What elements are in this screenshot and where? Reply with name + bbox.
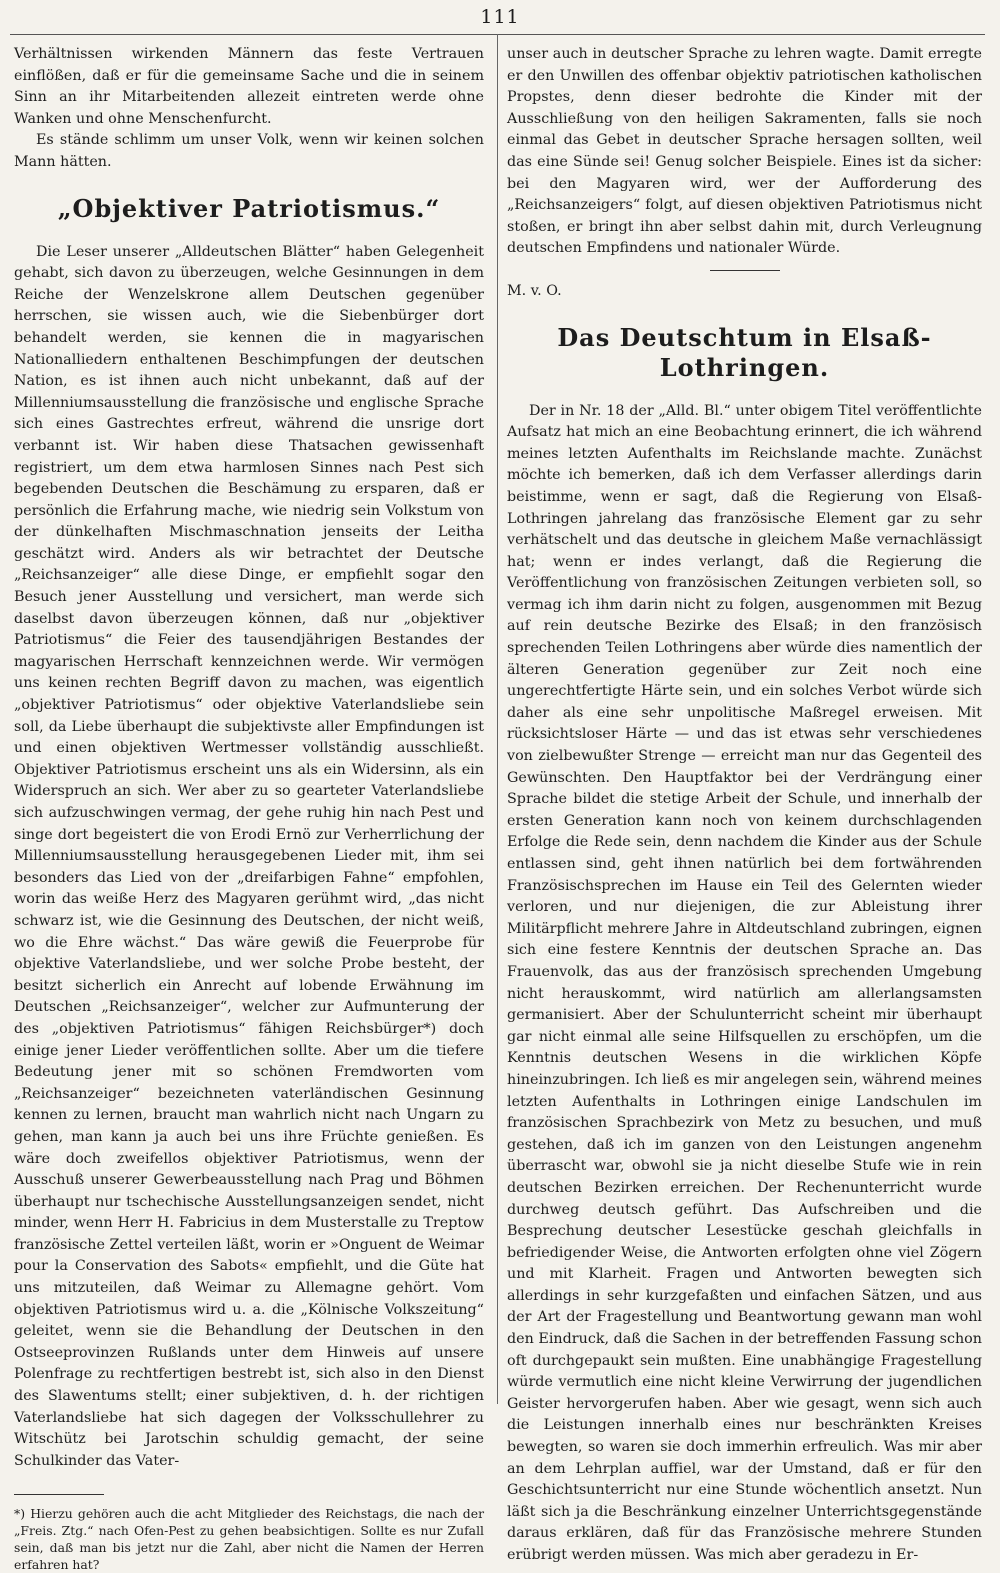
article-body-elsass: Der in Nr. 18 der „Alld. Bl.“ unter obigem Titel veröffentlichte Aufsatz hat mich an eine Beobachtung erinnert, die ich während meines letzten Aufenthalts im Reichslande machte. Zunächst möchte ich bemerken, daß ich dem Verfasser allerdings darin beistimme, wenn er sagt, daß die Regierung von Elsaß-Lothringen jahrelang das französische Element gar zu sehr verhätschelt und das deutsche in gleichem Maße vernachlässigt hat; wenn er indes verlangt, daß die Regierung die Veröffentlichung von französischen Zeitungen verbieten soll, so vermag ich ihm darin nicht zu folgen, ausgenommen mit Bezug auf rein deutsche Bezirke des Elsaß; in den französisch sprechenden Teilen Lothringens aber würde dies namentlich der älteren Generation gegenüber zur Zeit noch eine ungerechtfertigte Härte sein, und ein solches Verbot würde sich daher als eine sehr unpolitische Maßregel erweisen. Mit rücksichtsloser Härte — und das ist etwas sehr verschiedenes von zielbewußter Strenge — erreicht man nur das Gegenteil des Gewünschten. Den Hauptfaktor bei der Verdrängung einer Sprache bildet die stetige Arbeit der Schule, und innerhalb der ersten Generation kann noch von keinem durchschlagenden Erfolge die Rede sein, denn nachdem die Kinder aus der Schule entlassen sind, geht ihnen natürlich bei dem fortwährenden Französischsprechen im Hause ein Teil des Gelernten wieder verloren, und nur diejenigen, die zur Ableistung ihrer Militärpflicht mehrere Jahre in Altdeutschland zubringen, eignen sich eine festere Kenntnis der deutschen Sprache an. Das Frauenvolk, das aus der französisch sprechenden Umgebung nicht herauskommt, wird natürlich am allerlangsamsten germanisiert. Aber der Schulunterricht scheint mir überhaupt gar nicht einmal alle seine Hilfsquellen zu erschöpfen, um die Kenntnis deutschen Wesens in die wirklichen Köpfe hineinzubringen. Ich ließ es mir angelegen sein, während meines letzten Aufenthalts in Lothringen einige Landschulen im französischen Sprachbezirk von Metz zu besuchen, und muß gestehen, daß ich im ganzen von den Leistungen angenehm überrascht war, obwohl sie ja nicht dieselbe Stufe wie in rein deutschen Bezirken erreichen. Der Rechenunterricht wurde durchweg deutsch geführt. Das Aufschreiben und die Besprechung deutscher Lesestücke geschah gleichfalls in befriedigender Weise, die Antworten erfolgten ohne viel Zögern und mit Klarheit. Fragen und Antworten bewegten sich allerdings in sehr kurzgefaßten und einfachen Sätzen, und aus der Art der Fragestellung und Beantwortung gewann man wohl den Eindruck, daß die Sachen in der betreffenden Fassung schon oft durchgepaukt sein mußten. Eine unabhängige Fragestellung würde vermutlich eine nicht kleine Verwirrung der jugendlichen Geister hervorgerufen haben. Aber wie gesagt, wenn sich auch die Leistungen innerhalb eines nur beschränkten Kreises bewegten, so waren sie doch immerhin erfreulich. Was mir aber an dem Lehrplan auffiel, war der Umstand, daß er für den Geschichtsunterricht nur eine Stunde wöchentlich ansetzt. Nun läßt sich ja die Beschränkung einzelner Unterrichtsgegenstände daraus erklären, daß für das Französische mehrere Stunden erübrigt werden müssen. Was mich aber geradezu in Er-: [507, 402, 982, 1563]
page-number: 111: [480, 6, 520, 28]
article-headline-patriotismus: „Objektiver Patriotismus.“: [57, 193, 441, 223]
author-signature: M. v. O.: [507, 282, 562, 299]
article-headline-elsass: Das Deutschtum in Elsaß-Lothringen.: [557, 322, 932, 382]
column-divider: [497, 34, 498, 1404]
left-intro-paragraph: Verhältnissen wirkenden Männern das feste Vertrauen einflößen, daß er für die gemeinsame Sache und die in seinem Sinn an ihr Mitarbeitenden allezeit eintreten werde ohne Wanken und ohne Menschenfurcht.: [14, 46, 484, 127]
section-rule: [710, 270, 780, 271]
footnote: *) Hierzu gehören auch die acht Mitglieder des Reichstags, die nach der „Freis. Ztg.“ nach Ofen-Pest zu gehen beabsichtigen. Sollte es nur Zufall sein, daß man bis jetzt nur die Zahl, aber nicht die Namen der Herren erfahren hat?: [14, 1506, 484, 1573]
right-column: [507, 44, 982, 1567]
footnote-rule: [14, 1494, 104, 1495]
article-body-patriotismus: Die Leser unserer „Alldeutschen Blätter“ haben Gelegenheit gehabt, sich davon zu überzeugen, welche Gesinnungen in dem Reiche der Wenzelskrone allem Deutschen gegenüber herrschen, sie wissen auch, wie die Siebenbürger dort behandelt werden, sie kennen die in magyarischen Nationalliedern enthaltenen Beschimpfungen der deutschen Nation, es ist ihnen auch nicht unbekannt, daß auf der Millenniumsausstellung die französische und englische Sprache sich eines Gastrechtes erfreut, während die unsrige dort verbannt ist. Wir haben diese Thatsachen gewissenhaft registriert, um dem etwa harmlosen Sinnes nach Pest sich begebenden Deutschen die Beschämung zu ersparen, daß er persönlich die Erfahrung mache, wie niedrig sein Volkstum von der dünkelhaften Mischmaschnation jenseits der Leitha geschätzt wird. Anders als wir betrachtet der Deutsche „Reichsanzeiger“ alle diese Dinge, er empfiehlt sogar den Besuch jener Ausstellung und versichert, man werde sich daselbst davon überzeugen können, daß nur „objektiver Patriotismus“ die Feier des tausendjährigen Bestandes der magyarischen Herrschaft kennzeichnen werde. Wir vermögen uns keinen rechten Begriff davon zu machen, was eigentlich „objektiver Patriotismus“ oder objektive Vaterlandsliebe sein soll, da Liebe überhaupt die subjektivste aller Empfindungen ist und einen objektiven Wertmesser vollständig ausschließt. Objektiver Patriotismus erscheint uns als ein Widersinn, als ein Widerspruch an sich. Wer aber zu so gearteter Vaterlandsliebe sich aufzuschwingen vermag, der gehe ruhig hin nach Pest und singe dort begeistert die von Erodi Ernö zur Verherrlichung der Millenniumsausstellung herausgegebenen Lieder mit, ihm sei besonders das Lied von der „dreifarbigen Fahne“ empfohlen, worin das weiße Herz des Magyaren gerühmt wird, „das nicht schwarz ist, wie die Gesinnung des Deutschen, der nicht weiß, wo die Ehre wächst.“ Das wäre gewiß die Feuerprobe für objektive Vaterlandsliebe, und wer solche Probe besteht, der besitzt sicherlich ein Anrecht auf lobende Erwähnung im Deutschen „Reichsanzeiger“, welcher zur Aufmunterung der des „objektiven Patriotismus“ fähigen Reichsbürger*) doch einige jener Lieder veröffentlichen sollte. Aber um die tiefere Bedeutung jener mit so schönen Fremdworten vom „Reichsanzeiger“ bezeichneten vaterländischen Gesinnung kennen zu lernen, braucht man wahrlich nicht nach Ungarn zu gehen, man kann ja auch bei uns ihre Früchte genießen. Es wäre doch zweifellos objektiver Patriotismus, wenn der Ausschuß unserer Gewerbeausstellung nach Prag und Böhmen überhaupt nur tschechische Ausstellungsanzeigen sendet, nicht minder, wenn Herr H. Fabricius in dem Musterstalle zu Treptow französische Zettel verteilen läßt, worin er »Onguent de Weimar pour la Conservation des Sabots« empfiehlt, und die Güte hat uns mitzuteilen, daß Weimar zu Allemagne gehört. Vom objektiven Patriotismus wird u. a. die „Kölnische Volkszeitung“ geleitet, wenn sie die Behandlung der Deutschen in den Ostseeprovinzen Rußlands unter dem Hinweis auf unsere Polenfrage zu rechtfertigen bestrebt ist, sich also in den Dienst des Slawentums stellt; einer subjektiven, d. h. der richtigen Vaterlandsliebe hat sich dagegen der Volksschullehrer zu Witschütz bei Jarotschin schuldig gemacht, der seine Schulkinder das Vater-: [14, 243, 484, 1469]
right-intro-paragraph: unser auch in deutscher Sprache zu lehren wagte. Damit erregte er den Unwillen des offenbar objektiv patriotischen katholischen Propstes, denn dieser bedrohte die Kinder mit der Ausschließung von den heiligen Sakramenten, falls sie noch einmal das Gebet in deutscher Sprache hersagen sollten, weil das eine Sünde sei! Genug solcher Beispiele. Eines ist da sicher: bei den Magyaren wird, wer der Aufforderung des „Reichsanzeigers“ folgt, auf diesen objektiven Patriotismus nicht stoßen, er bringt ihn aber selbst dahin mit, durch Verleugnung deutschen Empfindens und nationaler Würde.: [507, 46, 982, 257]
left-column: [14, 44, 484, 1573]
left-intro-paragraph-2: Es stände schlimm um unser Volk, wenn wir keinen solchen Mann hätten.: [14, 132, 484, 170]
